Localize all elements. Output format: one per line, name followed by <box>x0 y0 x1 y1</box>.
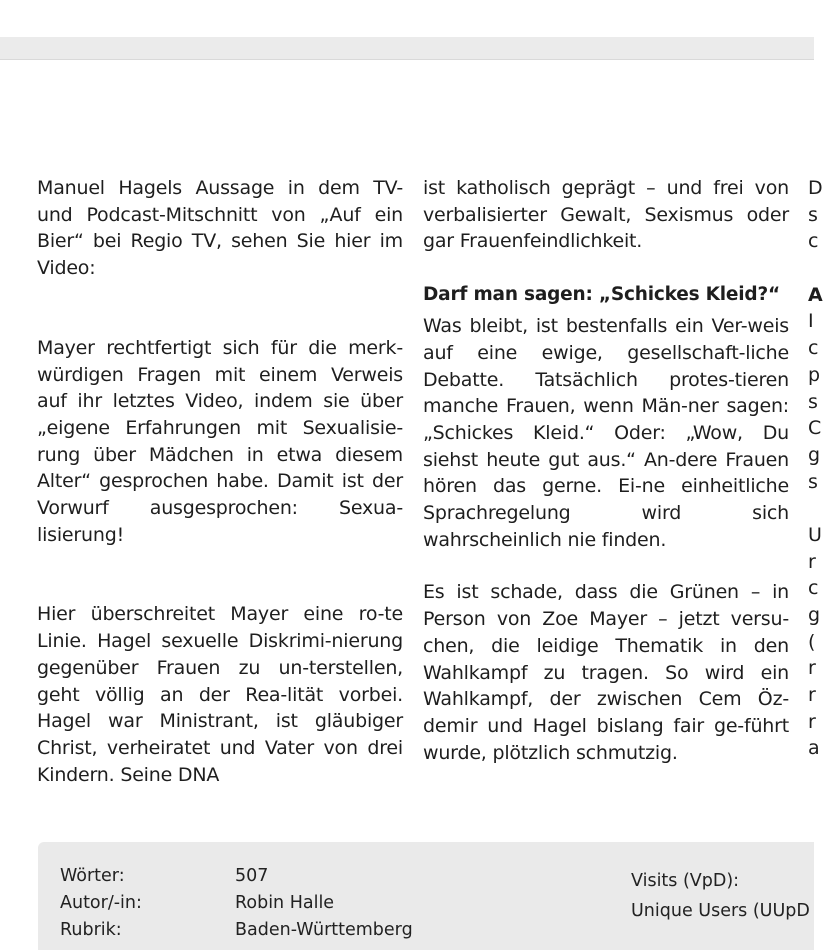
clipped-line: c <box>808 230 819 253</box>
paragraph: Mayer rechtfertigt sich für die merk-würdigen Fragen mit einem Verweis auf ihr letztes Video, indem sie über „eigene Erfahrungen mit Sexualisie-rung über Mädchen in etwa diesem Alter“ gesprochen habe. Damit ist der Vorwurf ausgesprochen: Sexua-lisierung! <box>37 336 403 546</box>
clipped-line: C <box>808 417 822 440</box>
clipped-line: r <box>808 550 816 573</box>
clipped-line: c <box>808 337 819 360</box>
clipped-line: s <box>808 203 818 226</box>
clipped-line: D <box>808 177 823 199</box>
visits-label: Visits (VpD): <box>631 871 740 891</box>
unique-users-label: Unique Users (UUpD <box>631 901 810 921</box>
author-value: Robin Halle <box>235 893 335 913</box>
top-toolbar-strip <box>0 37 814 60</box>
clipped-line: s <box>808 390 818 413</box>
clipped-line: ( <box>808 630 816 653</box>
clipped-line: s <box>808 470 818 493</box>
clipped-line: g <box>808 443 820 466</box>
clipped-heading: A <box>808 283 823 306</box>
words-value: 507 <box>235 866 269 886</box>
paragraph: Hier überschreitet Mayer eine ro-te Linie. Hagel sexuelle Diskrimi-nierung gegenüber Frauen zu un-terstellen, geht völlig an der Rea-lität vorbei. Hagel war Ministrant, ist gläubiger Christ, verheiratet und Vater von drei Kindern. Seine DNA <box>37 603 403 786</box>
section-heading: Darf man sagen: „Schickes Kleid?“ <box>423 284 780 306</box>
section-value: Baden-Württemberg <box>235 920 413 940</box>
article-column-2 <box>423 175 789 766</box>
article-metadata-panel <box>38 842 814 950</box>
clipped-line: U <box>808 523 822 546</box>
paragraph: Was bleibt, ist bestenfalls ein Ver-weis auf eine ewige, gesellschaft-liche Debatte. Tatsächlich protes-tieren manche Frauen, wenn Män-ner sagen: „Schickes Kleid.“ Oder: „Wow, Du siehst heute gut aus.“ An-dere Frauen hören das gerne. Ei-ne einheitliche Sprachregelung wird sich wahrscheinlich nie finden. <box>423 315 789 551</box>
clipped-line: c <box>808 577 819 600</box>
paragraph: Manuel Hagels Aussage in dem TV- und Podcast-Mitschnitt von „Auf ein Bier“ bei Regio TV, sehen Sie hier im Video: <box>37 177 403 280</box>
clipped-line: r <box>808 684 816 707</box>
paragraph: ist katholisch geprägt – und frei von verbalisierter Gewalt, Sexismus oder gar Frauenfeindlichkeit. <box>423 177 789 253</box>
metadata-values <box>235 863 413 944</box>
metrics-labels <box>631 866 810 926</box>
clipped-line: r <box>808 710 816 733</box>
paragraph: Es ist schade, dass die Grünen – in Person von Zoe Mayer – jetzt versu-chen, die leidige Thematik in den Wahlkampf zu tragen. So wird ein Wahlkampf, der zwischen Cem Öz-demir und Hagel bislang fair ge-führt wurde, plötzlich schmutzig. <box>423 581 789 764</box>
words-label: Wörter: <box>60 866 125 886</box>
clipped-line: I <box>808 310 814 333</box>
article-column-1 <box>37 175 403 788</box>
metadata-labels <box>60 863 142 944</box>
section-label: Rubrik: <box>60 920 122 940</box>
clipped-line <box>808 495 818 522</box>
clipped-line: p <box>808 363 820 386</box>
clipped-line <box>808 255 818 282</box>
clipped-line: r <box>808 657 816 680</box>
author-label: Autor/-in: <box>60 893 142 913</box>
clipped-line: a <box>808 737 820 760</box>
clipped-line: g <box>808 604 820 626</box>
article-column-3-clipped <box>808 175 823 762</box>
